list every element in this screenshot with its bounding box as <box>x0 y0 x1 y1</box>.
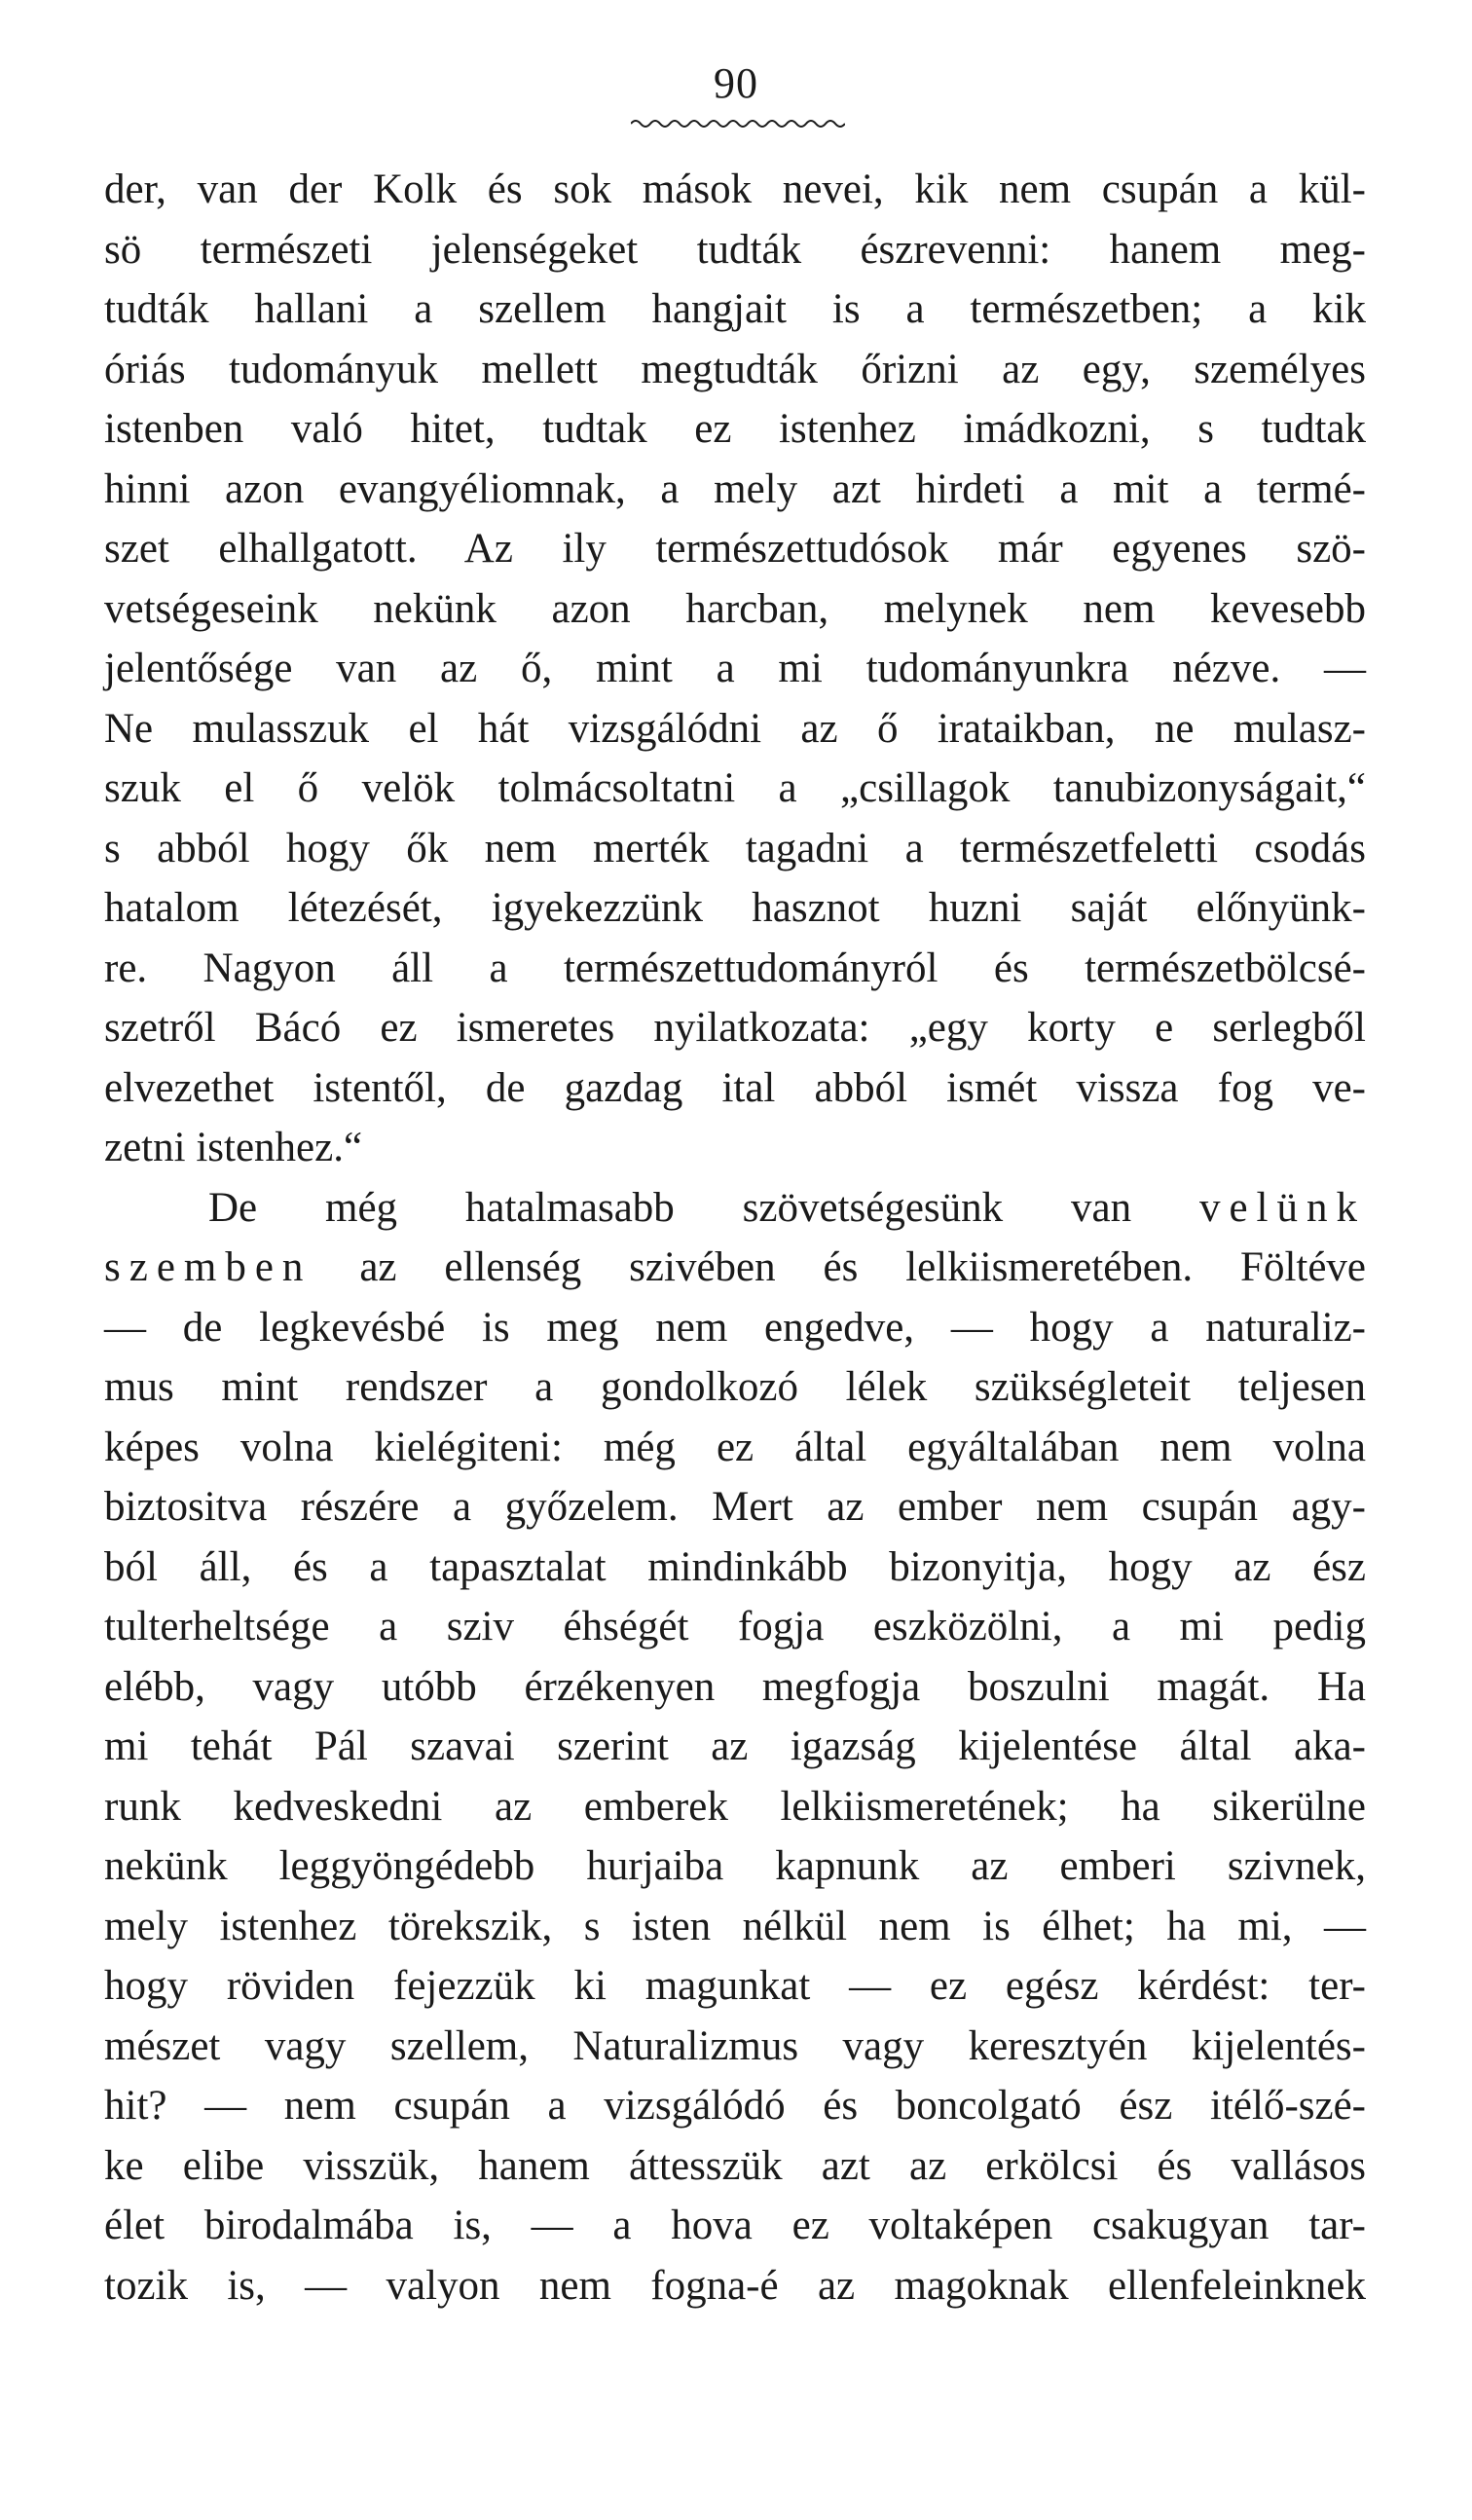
text-line: nekünk leggyöngédebb hurjaiba kapnunk az emberi szivnek, <box>104 1843 1366 1889</box>
text-line: — de legkevésbé is meg nem engedve, — hogy a naturaliz- <box>104 1304 1366 1351</box>
text-line: elvezethet istentől, de gazdag ital abból ismét vissza fog ve- <box>104 1064 1366 1111</box>
text-line: tozik is, — valyon nem fogna-é az magoknak ellenfeleinknek <box>104 2262 1366 2309</box>
text-line: s abból hogy ők nem merték tagadni a természetfeletti csodás <box>104 825 1366 871</box>
text-line: istenben való hitet, tudtak ez istenhez imádkozni, s tudtak <box>104 406 1366 452</box>
emphasis-text: velünk <box>1198 1184 1366 1231</box>
text-line: jelentősége van az ő, mint a mi tudományunkra nézve. — <box>104 646 1366 691</box>
paragraph-start-line <box>104 1178 1366 1239</box>
text-line: hit? — nem csupán a vizsgálódó és boncolgató ész itélő-szé- <box>104 2083 1366 2129</box>
text-line: szetről Bácó ez ismeretes nyilatkozata: „egy korty e serlegből <box>104 1005 1366 1051</box>
text-line: képes volna kielégiteni: még ez által egyáltalában nem volna <box>104 1424 1366 1470</box>
text-line: élet birodalmába is, — a hova ez voltaképen csakugyan tar- <box>104 2203 1366 2248</box>
text-line: Ne mulasszuk el hát vizsgálódni az ő irataikban, ne mulasz- <box>104 705 1366 752</box>
text-line: re. Nagyon áll a természettudományról és természetbölcsé- <box>104 945 1366 991</box>
text-line: biztositva részére a győzelem. Mert az ember nem csupán agy- <box>104 1484 1366 1530</box>
ornament-divider <box>631 115 845 132</box>
text-line: ke elibe visszük, hanem áttesszük azt az erkölcsi és vallásos <box>104 2142 1366 2189</box>
text-line <box>104 1238 1366 1298</box>
text-line: hinni azon evangyéliomnak, a mely azt hirdeti a mit a termé- <box>104 465 1366 512</box>
text-line: hogy röviden fejezzük ki magunkat — ez egész kérdést: ter- <box>104 1963 1366 2009</box>
text-line: tudták hallani a szellem hangjait is a természetben; a kik <box>104 286 1366 332</box>
text-line: szuk el ő velök tolmácsoltatni a „csillagok tanubizonyságait,“ <box>104 765 1366 811</box>
text-line: zetni istenhez.“ <box>104 1125 363 1170</box>
text-line: mely istenhez törekszik, s isten nélkül nem is élhet; ha mi, — <box>104 1903 1366 1949</box>
text-line: elébb, vagy utóbb érzékenyen megfogja boszulni magát. Ha <box>104 1663 1366 1710</box>
text-line: sö természeti jelenségeket tudták észrevenni: hanem meg- <box>104 226 1366 273</box>
emphasis-text: szemben <box>104 1244 313 1290</box>
text-line: mus mint rendszer a gondolkozó lélek szükségleteit teljesen <box>104 1364 1366 1410</box>
body-text <box>104 160 1366 2316</box>
text-fragment: az ellenség szivében és lelkiismeretében. Föltéve <box>359 1244 1367 1290</box>
text-line: szet elhallgatott. Az ily természettudósok már egyenes szö- <box>104 526 1366 572</box>
page-number: 90 <box>714 59 758 107</box>
text-fragment: De még hatalmasabb szövetségesünk van <box>208 1184 1132 1231</box>
text-line: mi tehát Pál szavai szerint az igazság kijelentése által aka- <box>104 1723 1366 1769</box>
text-line: mészet vagy szellem, Naturalizmus vagy keresztyén kijelentés- <box>104 2022 1366 2069</box>
text-line: ból áll, és a tapasztalat mindinkább bizonyitja, hogy az ész <box>104 1543 1366 1590</box>
text-line: tulterheltsége a sziv éhségét fogja eszközölni, a mi pedig <box>104 1604 1366 1649</box>
text-line: der, van der Kolk és sok mások nevei, kik nem csupán a kül- <box>104 167 1366 212</box>
text-line: hatalom létezését, igyekezzünk hasznot huzni saját előnyünk- <box>104 885 1366 931</box>
text-line: óriás tudományuk mellett megtudták őrizni az egy, személyes <box>104 346 1366 392</box>
text-line: vetségeseink nekünk azon harcban, melynek nem kevesebb <box>104 585 1366 632</box>
text-line: runk kedveskedni az emberek lelkiismeretének; ha sikerülne <box>104 1783 1366 1830</box>
